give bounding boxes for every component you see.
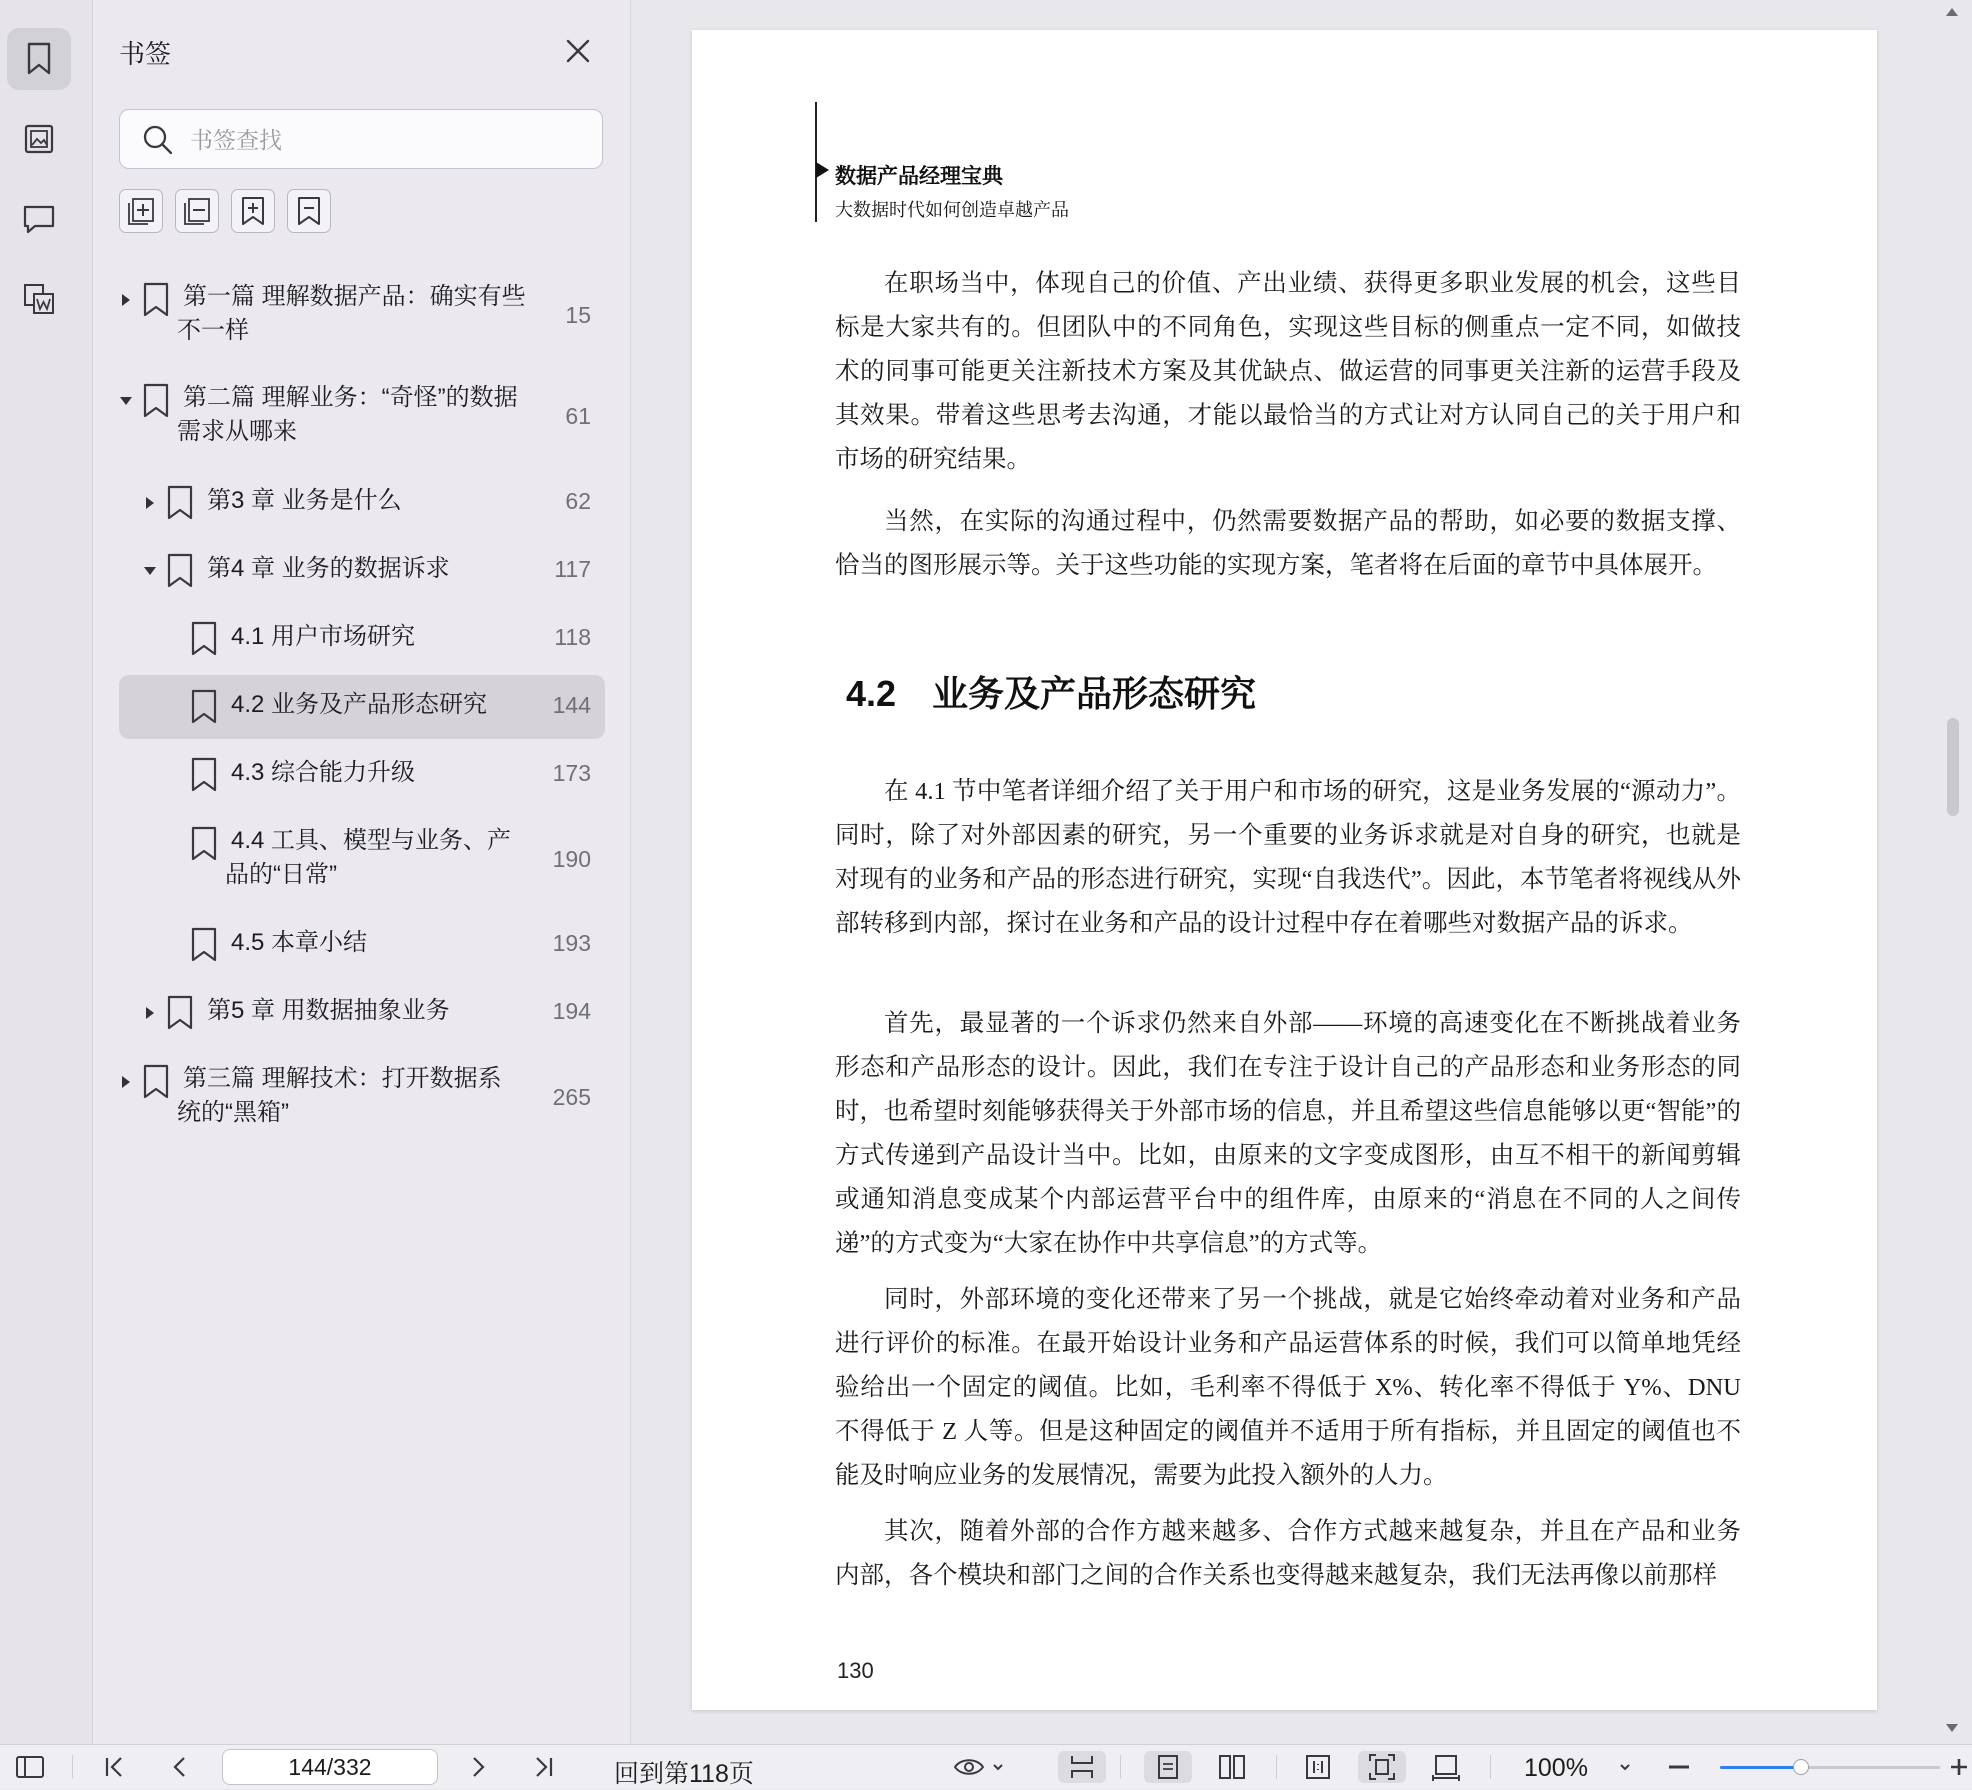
bookmark-icon — [165, 485, 195, 521]
bookmark-item[interactable] — [119, 548, 605, 594]
chevron-down-icon — [1618, 1762, 1632, 1772]
bookmark-item[interactable] — [119, 480, 605, 526]
bookmark-page: 190 — [552, 846, 591, 872]
body-paragraph: 同时，外部环境的变化还带来了另一个挑战，就是它始终牵动着对业务和产品进行评价的标准。在最开始设计业务和产品运营体系的时候，我们可以简单地凭经验给出一个固定的阈值。比如，毛利率不得低于 X%、转化率不得低于 Y%、DNU 不得低于 Z 人等。但是这种固定的阈值并不适用于所有指标，并且固定的阈值也不能及时响应业务的发展情况，需要为此投入额外的人力。 — [835, 1286, 1741, 1489]
fit-width-button[interactable] — [1422, 1751, 1470, 1783]
two-page-icon — [1218, 1754, 1246, 1780]
actual-size-button[interactable] — [1294, 1751, 1342, 1783]
bookmark-icon — [141, 383, 171, 419]
zoom-slider-fill — [1720, 1766, 1801, 1769]
bookmark-label: 4.1 用户市场研究 — [231, 623, 416, 650]
fit-width-icon — [1431, 1753, 1461, 1781]
running-head-marker-icon — [816, 162, 830, 178]
word-convert-button[interactable] — [7, 268, 71, 330]
chevron-right-icon — [470, 1755, 488, 1779]
search-icon — [142, 124, 174, 156]
collapse-all-icon — [181, 195, 213, 227]
document-page — [692, 30, 1877, 1710]
zoom-in-button[interactable] — [1948, 1751, 1970, 1783]
expand-triangle-icon[interactable] — [143, 496, 157, 510]
bookmark-page: 194 — [552, 998, 591, 1024]
chevron-left-icon — [170, 1755, 188, 1779]
section-number: 4.2 — [846, 673, 897, 714]
bookmark-label: 不一样 — [177, 317, 249, 344]
bookmark-item[interactable] — [119, 820, 605, 900]
toggle-sidebar-button[interactable] — [12, 1751, 48, 1783]
bookmark-icon — [165, 553, 195, 589]
zoom-level[interactable]: 100% — [1524, 1754, 1588, 1782]
bookmark-page: 118 — [554, 624, 591, 650]
bookmark-label: 第4 章 业务的数据诉求 — [207, 555, 450, 582]
bookmark-icon — [165, 995, 195, 1031]
single-page-button[interactable] — [1144, 1751, 1192, 1783]
section-title: 业务及产品形态研究 — [932, 673, 1257, 714]
toolbar-divider — [1276, 1755, 1277, 1779]
bookmark-label: 4.4 工具、模型与业务、产 — [231, 827, 512, 854]
eye-icon — [953, 1756, 985, 1778]
reading-mode-dropdown[interactable] — [950, 1751, 1008, 1783]
body-paragraph: 首先，最显著的一个诉求仍然来自外部——环境的高速变化在不断挑战着业务形态和产品形态的设计。因此，我们在专注于设计自己的产品形态和业务形态的同时，也希望时刻能够获得关于外部市场的信息，并且希望这些信息能够以更“智能”的方式传递到产品设计当中。比如，由原来的文字变成图形，由互不相干的新闻剪辑或通知消息变成某个内部运营平台中的组件库，由原来的“消息在不同的人之间传递”的方式变为“大家在协作中共享信息”的方式等。 — [835, 1010, 1741, 1257]
next-page-button[interactable] — [464, 1751, 494, 1783]
add-bookmark-icon — [238, 195, 268, 227]
bookmark-panel — [93, 0, 631, 1744]
running-head-subtitle: 大数据时代如何创造卓越产品 — [835, 200, 1069, 220]
bookmark-label: 品的“日常” — [225, 861, 337, 888]
page-number: 130 — [837, 1658, 874, 1683]
plus-icon — [1949, 1757, 1969, 1777]
add-bookmark-button[interactable] — [231, 189, 275, 233]
bookmark-icon — [141, 282, 171, 318]
bookmark-panel-button[interactable] — [7, 28, 71, 90]
bookmark-label: 4.2 业务及产品形态研究 — [231, 691, 488, 718]
close-panel-button[interactable] — [563, 36, 593, 66]
go-back-to-page-link[interactable]: 回到第118页 — [614, 1760, 754, 1788]
bookmark-icon — [189, 757, 219, 793]
close-icon — [563, 36, 593, 66]
single-page-icon — [1156, 1754, 1180, 1780]
collapse-triangle-icon[interactable] — [119, 394, 133, 408]
zoom-slider-thumb[interactable] — [1793, 1759, 1809, 1775]
collapse-all-button[interactable] — [175, 189, 219, 233]
sidebar-toggle-icon — [15, 1755, 45, 1779]
bottom-toolbar — [0, 1744, 1972, 1789]
actual-size-icon — [1305, 1754, 1331, 1780]
bookmark-label: 统的“黑箱” — [177, 1099, 289, 1126]
image-icon — [23, 123, 55, 155]
remove-bookmark-button[interactable] — [287, 189, 331, 233]
bookmark-item[interactable] — [119, 276, 605, 356]
bookmark-icon — [24, 42, 54, 76]
continuous-scroll-button[interactable] — [1058, 1751, 1106, 1783]
remove-bookmark-icon — [294, 195, 324, 227]
bookmark-page: 15 — [565, 302, 591, 328]
bookmark-page: 62 — [565, 488, 591, 514]
bookmark-page: 193 — [552, 930, 591, 956]
collapse-triangle-icon[interactable] — [143, 564, 157, 578]
last-page-icon — [532, 1755, 554, 1779]
fit-page-icon — [1368, 1753, 1396, 1781]
bookmark-item[interactable] — [119, 990, 605, 1036]
expand-triangle-icon[interactable] — [119, 1075, 133, 1089]
bookmark-icon — [141, 1064, 171, 1100]
bookmark-page: 144 — [552, 692, 591, 718]
bookmark-search-input[interactable] — [188, 120, 582, 160]
bookmark-item[interactable] — [119, 377, 605, 457]
two-page-button[interactable] — [1208, 1751, 1256, 1783]
fit-page-button[interactable] — [1358, 1751, 1406, 1783]
bookmark-label: 4.5 本章小结 — [231, 929, 368, 956]
section-heading — [846, 666, 1256, 717]
panel-title: 书签 — [119, 39, 172, 69]
bookmark-icon — [189, 689, 219, 725]
bookmark-page: 61 — [565, 403, 591, 429]
previous-page-button[interactable] — [164, 1751, 194, 1783]
body-paragraph: 当然，在实际的沟通过程中，仍然需要数据产品的帮助，如必要的数据支撑、恰当的图形展示等。关于这些功能的实现方案，笔者将在后面的章节中具体展开。 — [835, 508, 1741, 579]
comment-icon — [22, 203, 56, 235]
bookmark-label: 第二篇 理解业务：“奇怪”的数据 — [183, 384, 518, 411]
bookmark-item[interactable] — [119, 1058, 605, 1138]
bookmark-icon — [189, 826, 219, 862]
toolbar-divider — [72, 1755, 73, 1779]
running-head-title: 数据产品经理宝典 — [835, 165, 1003, 188]
zoom-dropdown-button[interactable] — [1614, 1751, 1636, 1783]
body-paragraph: 其次，随着外部的合作方越来越多、合作方式越来越复杂，并且在产品和业务内部，各个模块和部门之间的合作关系也变得越来越复杂，我们无法再像以前那样 — [835, 1518, 1741, 1589]
convert-doc-icon — [22, 282, 56, 316]
page-number-input[interactable] — [222, 1749, 438, 1785]
bookmark-item[interactable] — [119, 752, 605, 798]
minus-icon — [1667, 1755, 1691, 1779]
bookmark-icon — [189, 927, 219, 963]
bookmark-label: 第一篇 理解数据产品：确实有些 — [183, 283, 526, 310]
body-paragraph: 在职场当中，体现自己的价值、产出业绩、获得更多职业发展的机会，这些目标是大家共有的。但团队中的不同角色，实现这些目标的侧重点一定不同，如做技术的同事可能更关注新技术方案及其优缺点、做运营的同事更关注新的运营手段及其效果。带着这些思考去沟通，才能以最恰当的方式让对方认同自己的关于用户和市场的研究结果。 — [835, 270, 1741, 473]
bookmark-item[interactable] — [119, 922, 605, 968]
thumbnail-panel-button[interactable] — [7, 108, 71, 170]
bookmark-page: 265 — [552, 1084, 591, 1110]
scroll-up-icon[interactable] — [1944, 6, 1960, 18]
bookmark-search-box — [119, 109, 603, 169]
expand-all-icon — [125, 195, 157, 227]
expand-all-button[interactable] — [119, 189, 163, 233]
expand-triangle-icon[interactable] — [119, 293, 133, 307]
last-page-button[interactable] — [528, 1751, 558, 1783]
bookmark-label: 第三篇 理解技术：打开数据系 — [183, 1065, 502, 1092]
bookmark-label: 4.3 综合能力升级 — [231, 759, 416, 786]
body-paragraph: 在 4.1 节中笔者详细介绍了关于用户和市场的研究，这是业务发展的“源动力”。同时，除了对外部因素的研究，另一个重要的业务诉求就是对自身的研究，也就是对现有的业务和产品的形态进行研究，实现“自我迭代”。因此，本节笔者将视线从外部转移到内部，探讨在业务和产品的设计过程中存在着哪些对数据产品的诉求。 — [835, 778, 1741, 937]
bookmark-item-selected[interactable] — [119, 675, 605, 739]
bookmark-page: 173 — [552, 760, 591, 786]
bookmark-label: 第3 章 业务是什么 — [207, 487, 402, 514]
chevron-down-icon — [991, 1762, 1005, 1772]
left-icon-rail — [0, 0, 93, 1744]
scrollbar-thumb[interactable] — [1947, 718, 1959, 816]
first-page-button[interactable] — [100, 1751, 130, 1783]
expand-triangle-icon[interactable] — [143, 1006, 157, 1020]
bookmark-page: 117 — [554, 556, 591, 582]
bookmark-icon — [189, 621, 219, 657]
bookmark-label: 第5 章 用数据抽象业务 — [207, 997, 450, 1024]
bookmark-label: 需求从哪来 — [177, 418, 297, 445]
toolbar-divider — [1490, 1755, 1491, 1779]
first-page-icon — [104, 1755, 126, 1779]
scroll-down-icon[interactable] — [1944, 1722, 1960, 1734]
continuous-page-icon — [1068, 1754, 1096, 1780]
annotation-panel-button[interactable] — [7, 188, 71, 250]
zoom-slider[interactable] — [1720, 1766, 1940, 1769]
toolbar-divider — [1120, 1755, 1121, 1779]
zoom-out-button[interactable] — [1664, 1751, 1694, 1783]
bookmark-item[interactable] — [119, 616, 605, 662]
